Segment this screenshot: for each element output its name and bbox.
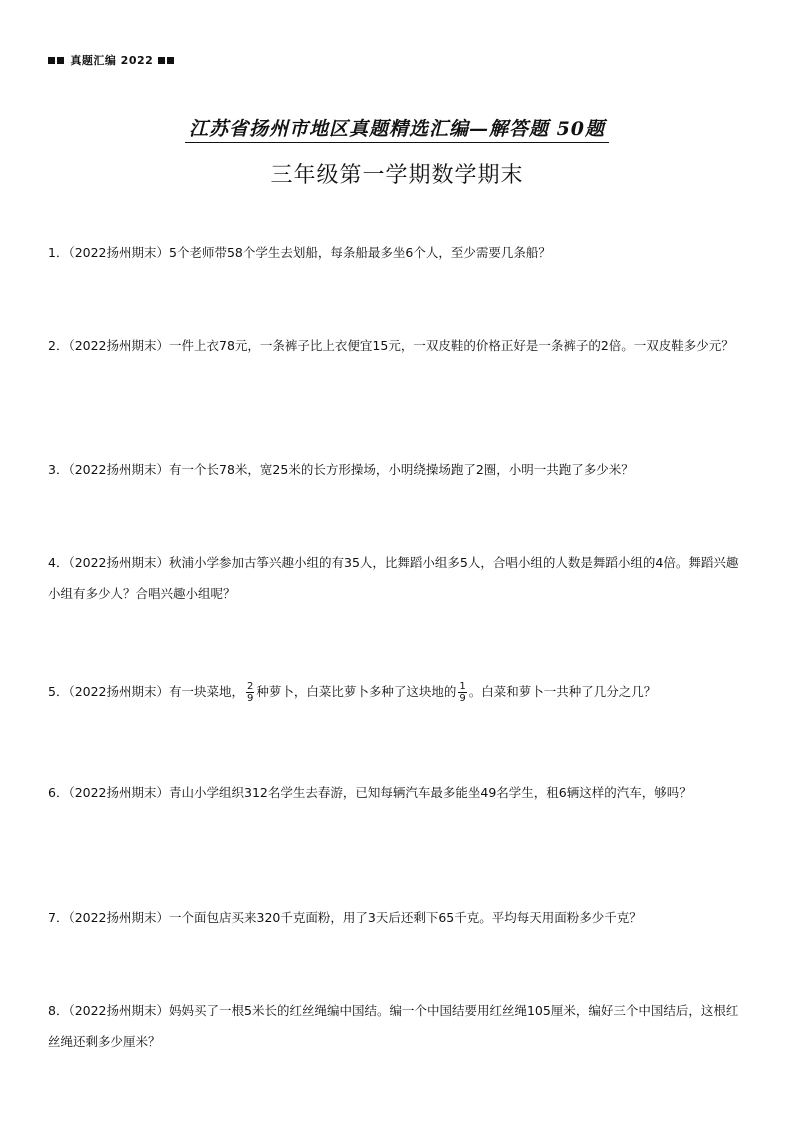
question-6: 6．（2022扬州期末）青山小学组织312名学生去春游，已知每辆汽车最多能坐49名学生，租6辆这样的汽车，够吗？	[48, 785, 692, 800]
document-title	[0, 114, 794, 143]
question-5-part-1: 5．（2022扬州期末）有一块菜地，	[48, 684, 245, 699]
question-2: 2．（2022扬州期末）一件上衣78元，一条裤子比上衣便宜15元，一双皮鞋的价格正好是一条裤子的2倍。一双皮鞋多少元？	[48, 338, 734, 353]
question-5-part-2: 种萝卜，白菜比萝卜多种了这块地的	[256, 684, 457, 699]
fraction-numerator: 1	[459, 681, 466, 692]
question-3: 3．（2022扬州期末）有一个长78米，宽25米的长方形操场，小明绕操场跑了2圈，小明一共跑了多少米？	[48, 462, 634, 477]
document-title-text: 江苏省扬州市地区真题精选汇编—解答题 50题	[185, 114, 609, 143]
question-1: 1．（2022扬州期末）5个老师带58个学生去划船，每条船最多坐6个人，至少需要几条船？	[48, 245, 551, 260]
square-icon	[158, 57, 165, 64]
fraction-one-ninth	[458, 681, 466, 704]
question-5	[48, 676, 748, 707]
page-header	[48, 52, 176, 68]
square-icon	[167, 57, 174, 64]
fraction-denominator: 9	[459, 693, 466, 704]
header-text: 真题汇编 2022	[70, 54, 154, 67]
question-7: 7．（2022扬州期末）一个面包店买来320千克面粉，用了3天后还剩下65千克。平均每天用面粉多少千克？	[48, 910, 642, 925]
question-4: 4．（2022扬州期末）秋浦小学参加古筝兴趣小组的有35人，比舞蹈小组多5人，合唱小组的人数是舞蹈小组的4倍。舞蹈兴趣小组有多少人？合唱兴趣小组呢？	[48, 555, 739, 601]
fraction-two-ninths	[246, 681, 254, 704]
fraction-denominator: 9	[247, 693, 254, 704]
square-icon	[48, 57, 55, 64]
square-icon	[57, 57, 64, 64]
question-5-part-3: 。白菜和萝卜一共种了几分之几？	[468, 684, 657, 699]
document-subtitle: 三年级第一学期数学期末	[270, 163, 524, 188]
fraction-numerator: 2	[247, 681, 254, 692]
question-8: 8．（2022扬州期末）妈妈买了一根5米长的红丝绳编中国结。编一个中国结要用红丝绳105厘米，编好三个中国结后，这根红丝绳还剩多少厘米？	[48, 1003, 739, 1049]
